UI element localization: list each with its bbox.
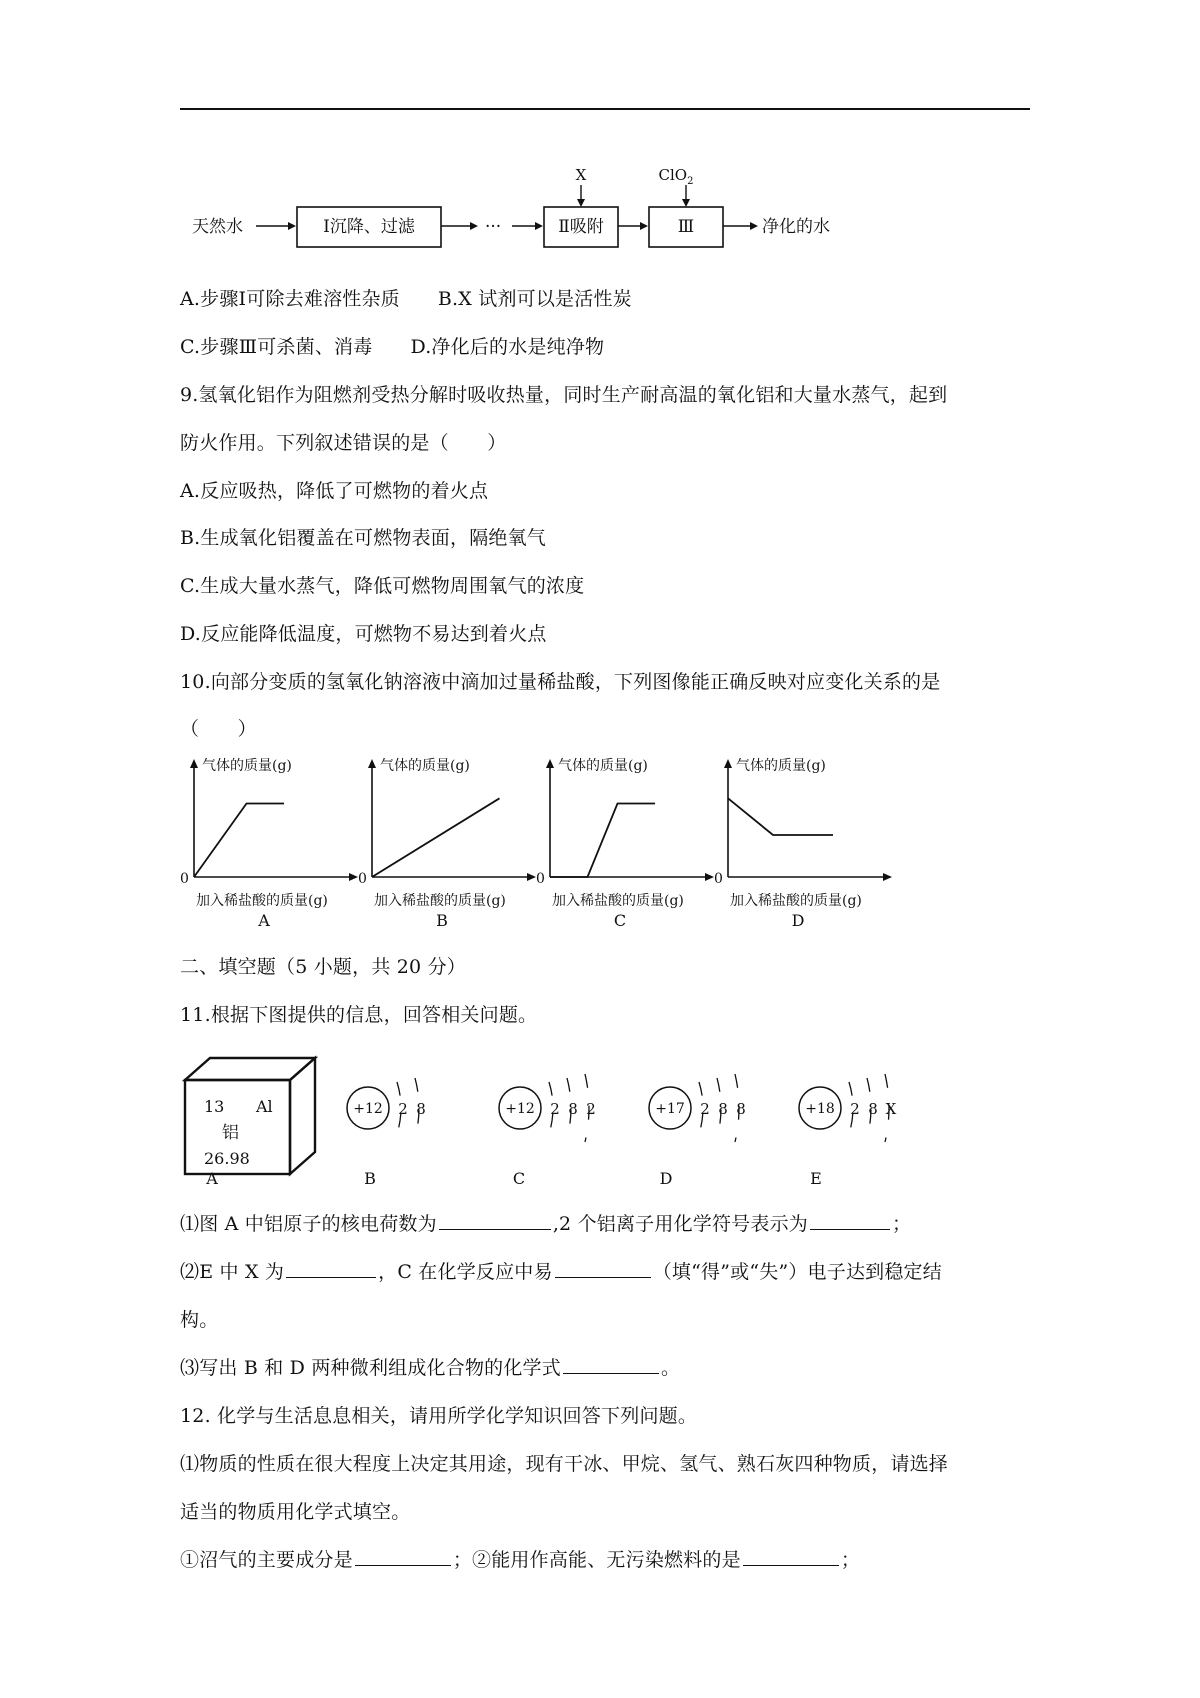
x-axis-arrow [527,873,536,881]
origin-label: 0 [714,871,723,887]
flow-input-label: 天然水 [192,217,243,237]
q11-p3-text-b: 。 [660,1357,681,1379]
flow-arrow-3-head [535,222,543,230]
q9-option-b: B.生成氧化铝覆盖在可燃物表面，隔绝氧气 [180,527,547,549]
shell-electron-count: 8 [868,1100,878,1118]
q11-stem: 11.根据下图提供的信息，回答相关问题。 [180,1004,538,1026]
flow-x-arrow-head [577,199,585,207]
q10-stem-line2: （ ） [180,718,257,740]
atom-diagram-b [347,1078,426,1138]
shell-electron-count: 2 [850,1100,860,1118]
shell-electron-count: 2 [550,1100,560,1118]
q11-p2-text-c: （填“得”或“失”）电子达到稳定结 [652,1261,942,1283]
q8-option-a: A.步骤Ⅰ可除去难溶性杂质 [180,288,400,310]
figure-label-e: E [810,1169,822,1188]
shell-electron-count: 8 [568,1100,578,1118]
graph-label: A [258,911,270,930]
q11-p1-blank-charge[interactable] [439,1211,551,1230]
x-axis-label: 加入稀盐酸的质量(g) [196,893,328,909]
shell-electron-count: 2 [700,1100,710,1118]
flow-step1-label: Ⅰ沉降、过滤 [323,217,415,237]
q10-graphs [180,752,960,942]
nucleus-charge: +17 [655,1101,685,1117]
nucleus-charge: +18 [805,1101,835,1117]
cube-atomic-mass: 26.98 [204,1149,250,1168]
q11-p1-text-b: ,2 个铝离子用化学符号表示为 [552,1213,808,1235]
header-rule [180,108,1030,110]
q9-option-c: C.生成大量水蒸气，降低可燃物周围氧气的浓度 [180,575,585,597]
q8-options-row2 [180,332,604,359]
x-axis-arrow [883,873,892,881]
figure-label-a: A [206,1169,218,1188]
series-line [372,798,500,877]
q12-s1-text-a: ①沼气的主要成分是 [180,1549,353,1571]
q12-sub1 [180,1545,860,1572]
q8-option-b: B.X 试剂可以是活性炭 [437,288,632,310]
flow-clo2-arrow-head [682,199,690,207]
flow-x-label: X [575,166,587,184]
y-axis-arrow [546,759,554,768]
series-line [550,804,655,878]
q11-figure [180,1040,960,1190]
section2-heading: 二、填空题（5 小题，共 20 分） [180,956,466,978]
q9-stem-line2: 防火作用。下列叙述错误的是（ ） [180,432,507,454]
y-axis-arrow [724,759,732,768]
q11-part2-cont: 构。 [180,1309,219,1331]
figure-label-d: D [659,1169,673,1188]
flow-step2-label: Ⅱ吸附 [558,217,604,237]
q12-s1-text-c: ； [840,1549,861,1571]
origin-label: 0 [180,871,189,887]
x-axis-label: 加入稀盐酸的质量(g) [730,893,862,909]
q10-stem-line1: 10.向部分变质的氢氧化钠溶液中滴加过量稀盐酸，下列图像能正确反映对应变化关系的是 [180,671,941,693]
q12-blank-fuel[interactable] [743,1547,839,1566]
figure-label-b: B [364,1169,376,1188]
shell-electron-count: 8 [416,1100,426,1118]
y-axis-label: 气体的质量(g) [202,758,292,774]
q11-p1-text-c: ； [891,1213,912,1235]
y-axis-arrow [190,759,198,768]
flow-clo2-label: ClO$_2$ [658,166,694,187]
q11-figure-labels [205,1169,822,1188]
nucleus-charge: +12 [353,1101,383,1117]
atom-diagram-d [649,1074,746,1142]
y-axis-label: 气体的质量(g) [380,758,470,774]
q11-p2-text-a: ⑵E 中 X 为 [180,1261,285,1283]
cube-symbol: Al [256,1097,273,1116]
q11-part1 [180,1209,911,1236]
q12-blank-biogas[interactable] [355,1547,451,1566]
q11-p3-blank-formula[interactable] [563,1355,659,1374]
q8-options-row1 [180,284,632,311]
q9-option-d: D.反应能降低温度，可燃物不易达到着火点 [180,623,547,645]
q11-p2-blank-gain-lose[interactable] [555,1259,651,1278]
x-axis-arrow [705,873,714,881]
q10-graph-c [536,757,714,930]
cube-element-name: 铝 [222,1123,239,1143]
flow-arrow-2-head [470,222,478,230]
q11-p2-blank-x[interactable] [286,1259,376,1278]
q10-graph-b [358,757,536,930]
flow-output-label: 净化的水 [762,217,830,237]
q10-graph-a [180,757,358,930]
atom-diagram-c [499,1074,596,1142]
y-axis-label: 气体的质量(g) [558,758,648,774]
element-cube-aluminum [185,1058,315,1174]
figure-label-c: C [512,1169,526,1188]
q8-option-d: D.净化后的水是纯净物 [410,336,605,358]
q12-part1-line1: ⑴物质的性质在很大程度上决定其用途，现有干冰、甲烷、氢气、熟石灰四种物质，请选择 [180,1453,949,1475]
y-axis-label: 气体的质量(g) [736,758,826,774]
cube-atomic-number: 13 [204,1097,225,1116]
q11-p3-text-a: ⑶写出 B 和 D 两种微利组成化合物的化学式 [180,1357,561,1379]
q12-stem: 12. 化学与生活息息相关，请用所学化学知识回答下列问题。 [180,1405,698,1427]
flow-arrow-1-head [288,222,296,230]
flow-step3-label: Ⅲ [677,217,695,237]
graph-label: D [791,911,805,930]
origin-label: 0 [358,871,367,887]
q12-s1-text-b: ；②能用作高能、无污染燃料的是 [452,1549,741,1571]
shell-electron-count: 2 [586,1100,596,1118]
q9-option-a: A.反应吸热，降低了可燃物的着火点 [180,480,489,502]
x-axis-label: 加入稀盐酸的质量(g) [552,893,684,909]
q12-part1-line2: 适当的物质用化学式填空。 [180,1501,411,1523]
q9-stem-line1: 9.氢氧化铝作为阻燃剂受热分解时吸收热量，同时生产耐高温的氧化铝和大量水蒸气，起到 [180,384,948,406]
x-axis-label: 加入稀盐酸的质量(g) [374,893,506,909]
q11-p1-blank-ions[interactable] [810,1211,890,1230]
q8-option-c: C.步骤Ⅲ可杀菌、消毒 [180,336,373,358]
series-line [728,798,833,835]
q11-p1-text-a: ⑴图 A 中铝原子的核电荷数为 [180,1213,437,1235]
shell-electron-count: 8 [736,1100,746,1118]
series-line [194,804,284,878]
purification-flow-diagram [180,150,900,260]
y-axis-arrow [368,759,376,768]
flow-dots: ··· [485,217,502,237]
flow-arrow-4-head [640,222,648,230]
nucleus-charge: +12 [505,1101,535,1117]
q10-graph-d [714,757,892,930]
x-axis-arrow [349,873,358,881]
shell-electron-count: 2 [398,1100,408,1118]
atom-structure-diagrams [347,1074,897,1142]
shell-electron-count: 8 [718,1100,728,1118]
graph-label: C [613,911,627,930]
flow-arrow-5-head [750,222,758,230]
q11-part2 [180,1257,942,1284]
atom-diagram-e [799,1074,897,1142]
q11-p2-text-b: ，C 在化学反应中易 [378,1261,553,1283]
graph-label: B [436,911,448,930]
q11-part3 [180,1353,680,1380]
origin-label: 0 [536,871,545,887]
shell-electron-count: X [885,1100,897,1118]
